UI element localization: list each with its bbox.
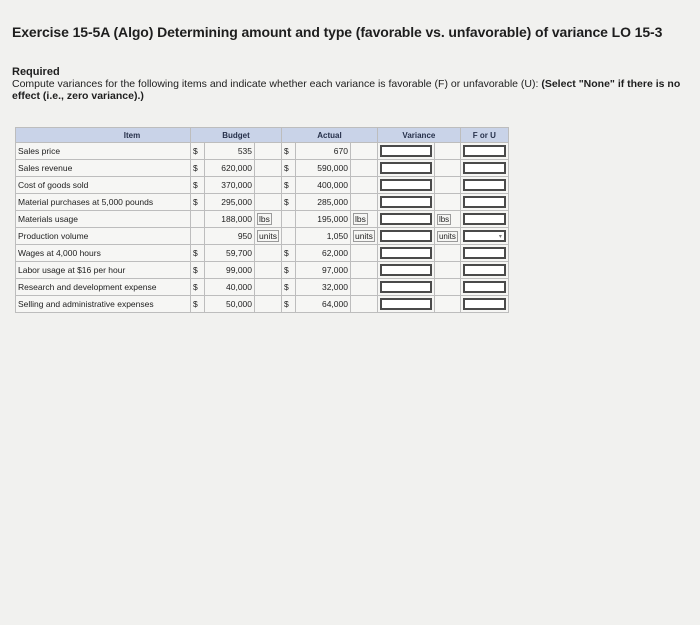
actual-value: 670 — [295, 143, 350, 160]
table-row — [16, 143, 509, 160]
f-or-u-cell — [460, 262, 508, 279]
budget-value: 59,700 — [205, 245, 255, 262]
actual-value: 62,000 — [295, 245, 350, 262]
budget-value: 370,000 — [205, 177, 255, 194]
actual-currency-symbol — [281, 211, 295, 228]
variance-cell — [377, 296, 434, 313]
variance-input[interactable] — [380, 162, 432, 174]
budget-unit — [255, 296, 282, 313]
f-or-u-select[interactable] — [463, 281, 506, 293]
row-item-label: Research and development expense — [16, 279, 191, 296]
actual-unit — [350, 143, 377, 160]
budget-currency-symbol: $ — [191, 160, 205, 177]
variance-input[interactable] — [380, 247, 432, 259]
f-or-u-cell — [460, 279, 508, 296]
variance-input[interactable] — [380, 298, 432, 310]
actual-value: 400,000 — [295, 177, 350, 194]
row-item-label: Labor usage at $16 per hour — [16, 262, 191, 279]
actual-currency-symbol: $ — [281, 160, 295, 177]
budget-value: 620,000 — [205, 160, 255, 177]
variance-input[interactable] — [380, 213, 432, 225]
actual-currency-symbol: $ — [281, 177, 295, 194]
row-item-label: Sales price — [16, 143, 191, 160]
variance-input[interactable] — [380, 281, 432, 293]
f-or-u-cell — [460, 194, 508, 211]
budget-currency-symbol: $ — [191, 262, 205, 279]
unit-label: lbs — [438, 214, 450, 224]
f-or-u-select[interactable] — [463, 264, 506, 276]
f-or-u-select[interactable] — [463, 247, 506, 259]
actual-unit — [350, 194, 377, 211]
budget-unit — [255, 262, 282, 279]
f-or-u-cell — [460, 211, 508, 228]
variance-cell — [377, 177, 434, 194]
actual-value: 590,000 — [295, 160, 350, 177]
table-row — [16, 160, 509, 177]
f-or-u-cell — [460, 177, 508, 194]
budget-currency-symbol: $ — [191, 143, 205, 160]
row-item-label: Selling and administrative expenses — [16, 296, 191, 313]
table-row — [16, 211, 509, 228]
table-row — [16, 296, 509, 313]
budget-unit — [255, 160, 282, 177]
variance-cell — [377, 228, 434, 245]
budget-value: 40,000 — [205, 279, 255, 296]
f-or-u-cell — [460, 245, 508, 262]
row-item-label: Material purchases at 5,000 pounds — [16, 194, 191, 211]
variance-unit — [434, 211, 460, 228]
f-or-u-select[interactable] — [463, 298, 506, 310]
budget-currency-symbol — [191, 211, 205, 228]
f-or-u-select[interactable] — [463, 162, 506, 174]
actual-header: Actual — [281, 128, 377, 143]
budget-unit — [255, 143, 282, 160]
page-title: Exercise 15-5A (Algo) Determining amount and type (favorable vs. unfavorable) of variance LO 15-3 — [12, 24, 663, 40]
budget-unit — [255, 194, 282, 211]
budget-currency-symbol: $ — [191, 245, 205, 262]
variance-cell — [377, 245, 434, 262]
table-row — [16, 228, 509, 245]
variance-unit — [434, 160, 460, 177]
f-or-u-header: F or U — [460, 128, 508, 143]
item-header: Item — [16, 128, 191, 143]
row-item-label: Sales revenue — [16, 160, 191, 177]
actual-unit — [350, 279, 377, 296]
budget-currency-symbol: $ — [191, 177, 205, 194]
unit-label: lbs — [354, 214, 366, 224]
f-or-u-select[interactable] — [463, 230, 506, 242]
f-or-u-cell — [460, 296, 508, 313]
variance-unit — [434, 177, 460, 194]
budget-value: 295,000 — [205, 194, 255, 211]
budget-unit — [255, 211, 282, 228]
variance-input[interactable] — [380, 179, 432, 191]
budget-value: 50,000 — [205, 296, 255, 313]
actual-currency-symbol — [281, 228, 295, 245]
row-item-label: Materials usage — [16, 211, 191, 228]
actual-currency-symbol: $ — [281, 245, 295, 262]
actual-value: 64,000 — [295, 296, 350, 313]
budget-currency-symbol: $ — [191, 296, 205, 313]
row-item-label: Production volume — [16, 228, 191, 245]
budget-unit — [255, 228, 282, 245]
actual-unit — [350, 245, 377, 262]
variance-cell — [377, 160, 434, 177]
f-or-u-cell — [460, 228, 508, 245]
actual-unit — [350, 211, 377, 228]
actual-value: 1,050 — [295, 228, 350, 245]
variance-input[interactable] — [380, 145, 432, 157]
variance-cell — [377, 279, 434, 296]
row-item-label: Wages at 4,000 hours — [16, 245, 191, 262]
variance-unit — [434, 228, 460, 245]
variance-input[interactable] — [380, 230, 432, 242]
variance-unit — [434, 279, 460, 296]
variance-input[interactable] — [380, 264, 432, 276]
unit-label: units — [354, 231, 373, 241]
table-row — [16, 245, 509, 262]
variance-cell — [377, 143, 434, 160]
variance-unit — [434, 143, 460, 160]
variance-cell — [377, 211, 434, 228]
budget-unit — [255, 245, 282, 262]
budget-value: 535 — [205, 143, 255, 160]
budget-value: 950 — [205, 228, 255, 245]
actual-currency-symbol: $ — [281, 143, 295, 160]
actual-unit — [350, 262, 377, 279]
table-row — [16, 279, 509, 296]
budget-value: 188,000 — [205, 211, 255, 228]
actual-currency-symbol: $ — [281, 279, 295, 296]
variance-unit — [434, 296, 460, 313]
actual-unit — [350, 228, 377, 245]
budget-currency-symbol — [191, 228, 205, 245]
actual-currency-symbol: $ — [281, 296, 295, 313]
variance-unit — [434, 194, 460, 211]
table-header-row — [16, 128, 509, 143]
actual-unit — [350, 296, 377, 313]
variance-cell — [377, 194, 434, 211]
budget-unit — [255, 177, 282, 194]
variance-table — [15, 127, 509, 313]
required-instructions — [12, 78, 694, 102]
budget-unit — [255, 279, 282, 296]
unit-label: lbs — [259, 214, 270, 224]
unit-label: units — [259, 231, 277, 241]
table-row — [16, 194, 509, 211]
budget-currency-symbol: $ — [191, 279, 205, 296]
actual-value: 195,000 — [295, 211, 350, 228]
f-or-u-cell — [460, 160, 508, 177]
actual-value: 285,000 — [295, 194, 350, 211]
actual-unit — [350, 177, 377, 194]
table-row — [16, 262, 509, 279]
variance-unit — [434, 245, 460, 262]
variance-unit — [434, 262, 460, 279]
variance-input[interactable] — [380, 196, 432, 208]
dropdown-arrow-icon: ▾ — [498, 234, 502, 240]
variance-cell — [377, 262, 434, 279]
actual-unit — [350, 160, 377, 177]
instructions-text: Compute variances for the following items and indicate whether each variance is favorable (F) or unfavorable (U): — [12, 78, 542, 90]
required-heading: Required — [12, 66, 60, 78]
actual-currency-symbol: $ — [281, 194, 295, 211]
unit-label: units — [438, 231, 456, 241]
actual-value: 32,000 — [295, 279, 350, 296]
row-item-label: Cost of goods sold — [16, 177, 191, 194]
f-or-u-select[interactable] — [463, 213, 506, 225]
budget-value: 99,000 — [205, 262, 255, 279]
budget-currency-symbol: $ — [191, 194, 205, 211]
budget-header: Budget — [191, 128, 282, 143]
variance-header: Variance — [377, 128, 460, 143]
f-or-u-select[interactable] — [463, 179, 506, 191]
instructions-bold-text: (Select "None" if there is no effect (i.e., zero variance).) — [12, 78, 681, 102]
f-or-u-cell — [460, 143, 508, 160]
f-or-u-select[interactable] — [463, 145, 506, 157]
actual-value: 97,000 — [295, 262, 350, 279]
table-row — [16, 177, 509, 194]
actual-currency-symbol: $ — [281, 262, 295, 279]
f-or-u-select[interactable] — [463, 196, 506, 208]
